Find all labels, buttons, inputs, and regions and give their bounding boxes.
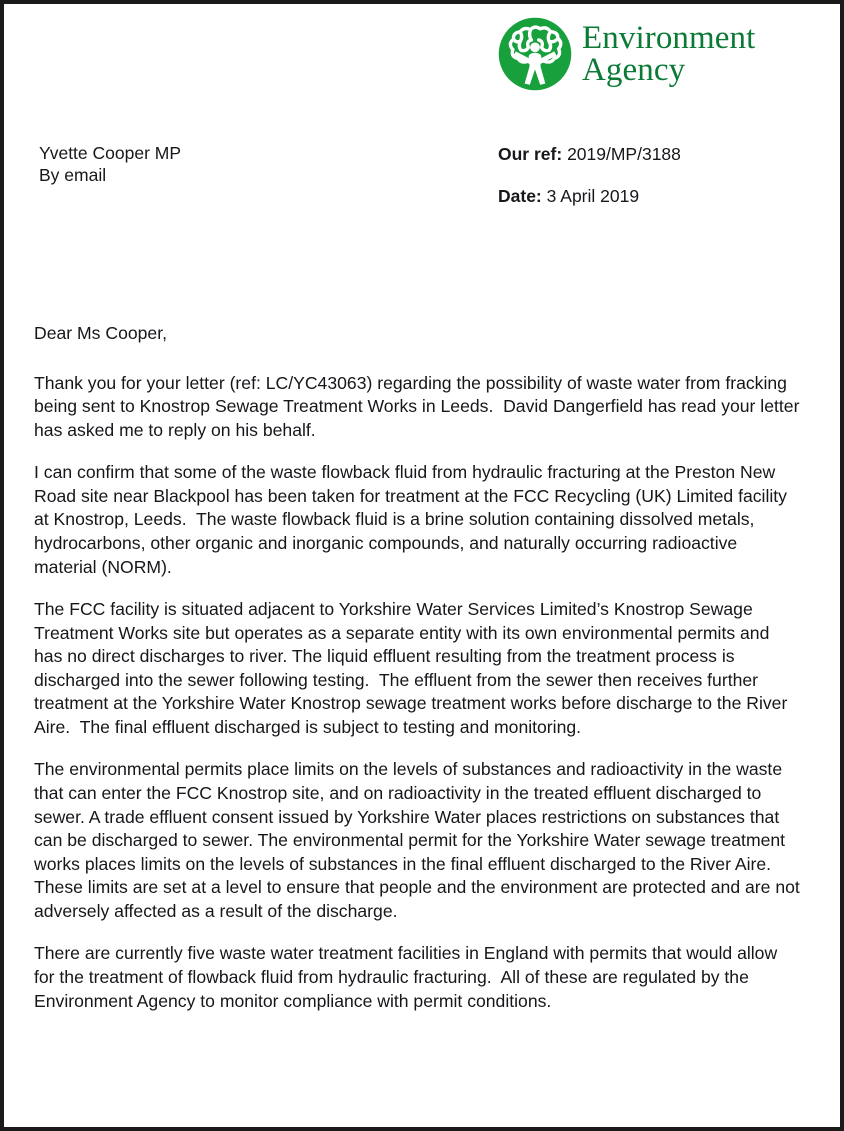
our-ref-line: [498, 144, 681, 165]
environment-agency-tree-emblem-icon: [498, 17, 572, 91]
letter-paragraph: There are currently five waste water treatment facilities in England with permits that would allow for the treatment of flowback fluid from hydraulic fracturing. All of these are regulated by the Environment Agency to monitor compliance with permit conditions.: [34, 943, 783, 1011]
our-ref-label: Our ref:: [498, 144, 563, 164]
addressee-name: Yvette Cooper MP: [39, 143, 182, 163]
date-label: Date:: [498, 186, 542, 206]
salutation: Dear Ms Cooper,: [34, 323, 167, 343]
date-value: 3 April 2019: [546, 186, 640, 206]
wordmark-line-environment: Environment: [582, 20, 756, 56]
letter-paragraph: The environmental permits place limits on the levels of substances and radioactivity in the waste that can enter the FCC Knostrop site, and on radioactivity in the treated effluent discharged to sewer. A trade effluent consent issued by Yorkshire Water places restrictions on substances that can be discharged to sewer. The environmental permit for the Yorkshire Water sewage treatment works places limits on the levels of substances in the final effluent discharged to the River Aire. These limits are set at a level to ensure that people and the environment are protected and are not adversely affected as a result of the discharge.: [34, 759, 805, 921]
our-ref-value: 2019/MP/3188: [567, 144, 681, 164]
environment-agency-logo: [498, 17, 755, 91]
letter-paragraph: The FCC facility is situated adjacent to Yorkshire Water Services Limited’s Knostrop Sewage Treatment Works site but operates as a separate entity with its own environmental permits and has no direct discharges to river. The liquid effluent resulting from the treatment process is discharged into the sewer following testing. The effluent from the sewer then receives further treatment at the Yorkshire Water Knostrop sewage treatment works before discharge to the River Aire. The final effluent discharged is subject to testing and monitoring.: [34, 599, 792, 737]
letter-sheet: [4, 4, 840, 1127]
letter-body: [34, 322, 805, 1013]
addressee-delivery: By email: [39, 165, 107, 186]
letter-paragraph: I can confirm that some of the waste flowback fluid from hydraulic fracturing at the Preston New Road site near Blackpool has been taken for treatment at the FCC Recycling (UK) Limited facility at Knostrop, Leeds. The waste flowback fluid is a brine solution containing dissolved metals, hydrocarbons, other organic and inorganic compounds, and naturally occurring radioactive material (NORM).: [34, 462, 792, 577]
date-line: [498, 186, 681, 207]
letter-paragraph: Thank you for your letter (ref: LC/YC43063) regarding the possibility of waste water from fracking being sent to Knostrop Sewage Treatment Works in Leeds. David Dangerfield has read your letter has asked me to reply on his behalf.: [34, 372, 805, 440]
wordmark-line-agency: Agency: [582, 52, 686, 88]
reference-block: [498, 144, 681, 207]
letter-header-row: [34, 142, 810, 222]
addressee-block: [39, 142, 181, 187]
environment-agency-wordmark: [582, 22, 755, 86]
